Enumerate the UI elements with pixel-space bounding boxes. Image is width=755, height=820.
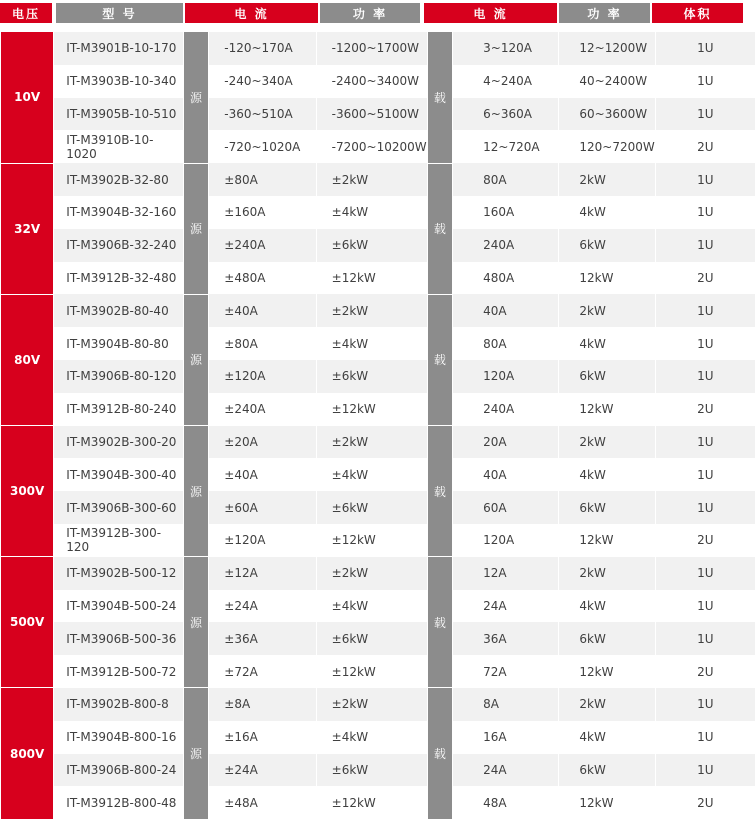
model-cell: IT-M3906B-800-24 [54, 754, 183, 787]
source-power-cell: ±4kW [316, 590, 427, 623]
volume-cell: 1U [655, 426, 755, 459]
source-power-cell: ±6kW [316, 491, 427, 524]
header-load-current: 电 流 [424, 3, 557, 23]
source-power-cell: ±12kW [316, 655, 427, 688]
load-power-cell: 2kW [559, 163, 655, 196]
load-power-cell: 4kW [559, 458, 655, 491]
source-label: 源 [183, 294, 209, 425]
source-current-cell: ±36A [209, 622, 316, 655]
table-row [1, 524, 755, 557]
header-model: 型 号 [56, 3, 183, 23]
load-power-cell: 4kW [559, 327, 655, 360]
source-current-cell: -360~510A [209, 98, 316, 131]
volume-cell: 2U [655, 262, 755, 295]
source-power-cell: ±12kW [316, 393, 427, 426]
load-current-cell: 480A [453, 262, 559, 295]
load-current-cell: 16A [453, 721, 559, 754]
load-current-cell: 12~720A [453, 130, 559, 163]
table-row [1, 688, 755, 721]
spec-table [0, 32, 755, 820]
source-power-cell: ±2kW [316, 688, 427, 721]
load-current-cell: 48A [453, 786, 559, 819]
source-current-cell: ±120A [209, 360, 316, 393]
model-cell: IT-M3906B-80-120 [54, 360, 183, 393]
source-current-cell: ±80A [209, 163, 316, 196]
load-current-cell: 120A [453, 524, 559, 557]
table-row [1, 655, 755, 688]
volume-cell: 1U [655, 65, 755, 98]
volume-cell: 1U [655, 622, 755, 655]
source-current-cell: ±72A [209, 655, 316, 688]
volume-cell: 2U [655, 524, 755, 557]
load-power-cell: 4kW [559, 721, 655, 754]
source-current-cell: -240~340A [209, 65, 316, 98]
table-row [1, 360, 755, 393]
voltage-cell: 300V [1, 426, 54, 557]
load-current-cell: 3~120A [453, 32, 559, 65]
table-row [1, 32, 755, 65]
load-current-cell: 12A [453, 557, 559, 590]
model-cell: IT-M3912B-500-72 [54, 655, 183, 688]
load-power-cell: 4kW [559, 196, 655, 229]
source-power-cell: ±2kW [316, 163, 427, 196]
load-power-cell: 2kW [559, 557, 655, 590]
header-source-current: 电 流 [185, 3, 318, 23]
header-volume: 体积 [652, 3, 743, 23]
load-power-cell: 12kW [559, 786, 655, 819]
model-cell: IT-M3901B-10-170 [54, 32, 183, 65]
source-label: 源 [183, 426, 209, 557]
load-power-cell: 4kW [559, 590, 655, 623]
table-row [1, 590, 755, 623]
load-label: 载 [427, 32, 453, 163]
model-cell: IT-M3912B-300-120 [54, 524, 183, 557]
table-row [1, 98, 755, 131]
voltage-cell: 500V [1, 557, 54, 688]
table-row [1, 721, 755, 754]
source-label: 源 [183, 688, 209, 819]
load-current-cell: 20A [453, 426, 559, 459]
load-power-cell: 6kW [559, 360, 655, 393]
source-current-cell: ±8A [209, 688, 316, 721]
model-cell: IT-M3903B-10-340 [54, 65, 183, 98]
load-current-cell: 60A [453, 491, 559, 524]
header-load-power: 功 率 [559, 3, 650, 23]
table-row [1, 754, 755, 787]
load-current-cell: 24A [453, 590, 559, 623]
source-power-cell: ±6kW [316, 622, 427, 655]
table-row [1, 458, 755, 491]
volume-cell: 1U [655, 163, 755, 196]
source-power-cell: ±6kW [316, 229, 427, 262]
source-current-cell: ±160A [209, 196, 316, 229]
table-row [1, 130, 755, 163]
source-current-cell: ±120A [209, 524, 316, 557]
model-cell: IT-M3904B-300-40 [54, 458, 183, 491]
source-current-cell: ±80A [209, 327, 316, 360]
load-power-cell: 6kW [559, 754, 655, 787]
source-current-cell: ±240A [209, 229, 316, 262]
model-cell: IT-M3912B-800-48 [54, 786, 183, 819]
volume-cell: 2U [655, 393, 755, 426]
table-row [1, 65, 755, 98]
source-power-cell: ±4kW [316, 721, 427, 754]
volume-cell: 1U [655, 294, 755, 327]
load-power-cell: 2kW [559, 688, 655, 721]
table-row [1, 491, 755, 524]
volume-cell: 1U [655, 32, 755, 65]
load-current-cell: 80A [453, 163, 559, 196]
load-power-cell: 12~1200W [559, 32, 655, 65]
load-current-cell: 8A [453, 688, 559, 721]
table-row [1, 393, 755, 426]
load-current-cell: 160A [453, 196, 559, 229]
voltage-cell: 80V [1, 294, 54, 425]
source-power-cell: ±2kW [316, 557, 427, 590]
header-voltage: 电压 [0, 3, 52, 23]
volume-cell: 1U [655, 754, 755, 787]
load-current-cell: 72A [453, 655, 559, 688]
load-current-cell: 4~240A [453, 65, 559, 98]
table-row [1, 229, 755, 262]
volume-cell: 1U [655, 688, 755, 721]
volume-cell: 1U [655, 590, 755, 623]
source-power-cell: ±6kW [316, 360, 427, 393]
load-current-cell: 40A [453, 294, 559, 327]
source-current-cell: ±60A [209, 491, 316, 524]
model-cell: IT-M3902B-32-80 [54, 163, 183, 196]
load-label: 载 [427, 557, 453, 688]
load-current-cell: 6~360A [453, 98, 559, 131]
model-cell: IT-M3904B-800-16 [54, 721, 183, 754]
model-cell: IT-M3902B-800-8 [54, 688, 183, 721]
table-row [1, 557, 755, 590]
source-current-cell: -120~170A [209, 32, 316, 65]
load-power-cell: 120~7200W [559, 130, 655, 163]
source-power-cell: ±4kW [316, 327, 427, 360]
table-row [1, 196, 755, 229]
source-current-cell: -720~1020A [209, 130, 316, 163]
source-label: 源 [183, 163, 209, 294]
source-power-cell: ±2kW [316, 426, 427, 459]
source-power-cell: ±12kW [316, 262, 427, 295]
volume-cell: 1U [655, 360, 755, 393]
model-cell: IT-M3906B-300-60 [54, 491, 183, 524]
model-cell: IT-M3904B-80-80 [54, 327, 183, 360]
load-label: 载 [427, 688, 453, 819]
volume-cell: 1U [655, 327, 755, 360]
source-current-cell: ±12A [209, 557, 316, 590]
source-power-cell: -2400~3400W [316, 65, 427, 98]
model-cell: IT-M3904B-32-160 [54, 196, 183, 229]
load-current-cell: 240A [453, 229, 559, 262]
source-current-cell: ±24A [209, 754, 316, 787]
volume-cell: 2U [655, 655, 755, 688]
table-row [1, 262, 755, 295]
source-power-cell: ±4kW [316, 196, 427, 229]
source-current-cell: ±16A [209, 721, 316, 754]
load-current-cell: 36A [453, 622, 559, 655]
load-power-cell: 6kW [559, 491, 655, 524]
source-current-cell: ±480A [209, 262, 316, 295]
load-power-cell: 12kW [559, 655, 655, 688]
table-row [1, 622, 755, 655]
source-current-cell: ±240A [209, 393, 316, 426]
model-cell: IT-M3905B-10-510 [54, 98, 183, 131]
volume-cell: 1U [655, 98, 755, 131]
load-power-cell: 40~2400W [559, 65, 655, 98]
source-power-cell: -1200~1700W [316, 32, 427, 65]
load-power-cell: 12kW [559, 393, 655, 426]
model-cell: IT-M3906B-32-240 [54, 229, 183, 262]
volume-cell: 1U [655, 229, 755, 262]
load-label: 载 [427, 163, 453, 294]
source-label: 源 [183, 557, 209, 688]
source-current-cell: ±40A [209, 458, 316, 491]
model-cell: IT-M3912B-80-240 [54, 393, 183, 426]
source-power-cell: ±6kW [316, 754, 427, 787]
source-current-cell: ±48A [209, 786, 316, 819]
model-cell: IT-M3906B-500-36 [54, 622, 183, 655]
table-row [1, 163, 755, 196]
voltage-cell: 32V [1, 163, 54, 294]
model-cell: IT-M3912B-32-480 [54, 262, 183, 295]
load-power-cell: 12kW [559, 262, 655, 295]
header-source-power: 功 率 [320, 3, 420, 23]
volume-cell: 1U [655, 458, 755, 491]
source-current-cell: ±24A [209, 590, 316, 623]
source-power-cell: ±2kW [316, 294, 427, 327]
load-current-cell: 120A [453, 360, 559, 393]
volume-cell: 1U [655, 557, 755, 590]
volume-cell: 2U [655, 786, 755, 819]
volume-cell: 1U [655, 721, 755, 754]
voltage-cell: 10V [1, 32, 54, 163]
volume-cell: 1U [655, 196, 755, 229]
load-current-cell: 40A [453, 458, 559, 491]
source-power-cell: -7200~10200W [316, 130, 427, 163]
source-power-cell: ±12kW [316, 786, 427, 819]
model-cell: IT-M3902B-300-20 [54, 426, 183, 459]
table-row [1, 786, 755, 819]
source-power-cell: ±4kW [316, 458, 427, 491]
table-row [1, 294, 755, 327]
source-current-cell: ±40A [209, 294, 316, 327]
load-current-cell: 24A [453, 754, 559, 787]
load-current-cell: 80A [453, 327, 559, 360]
source-power-cell: -3600~5100W [316, 98, 427, 131]
load-label: 载 [427, 294, 453, 425]
volume-cell: 2U [655, 130, 755, 163]
source-label: 源 [183, 32, 209, 163]
load-power-cell: 6kW [559, 229, 655, 262]
source-power-cell: ±12kW [316, 524, 427, 557]
load-power-cell: 2kW [559, 426, 655, 459]
model-cell: IT-M3910B-10-1020 [54, 130, 183, 163]
model-cell: IT-M3902B-500-12 [54, 557, 183, 590]
load-power-cell: 12kW [559, 524, 655, 557]
table-row [1, 327, 755, 360]
load-label: 载 [427, 426, 453, 557]
model-cell: IT-M3904B-500-24 [54, 590, 183, 623]
table-row [1, 426, 755, 459]
load-current-cell: 240A [453, 393, 559, 426]
load-power-cell: 2kW [559, 294, 655, 327]
voltage-cell: 800V [1, 688, 54, 819]
load-power-cell: 60~3600W [559, 98, 655, 131]
model-cell: IT-M3902B-80-40 [54, 294, 183, 327]
volume-cell: 1U [655, 491, 755, 524]
source-current-cell: ±20A [209, 426, 316, 459]
load-power-cell: 6kW [559, 622, 655, 655]
